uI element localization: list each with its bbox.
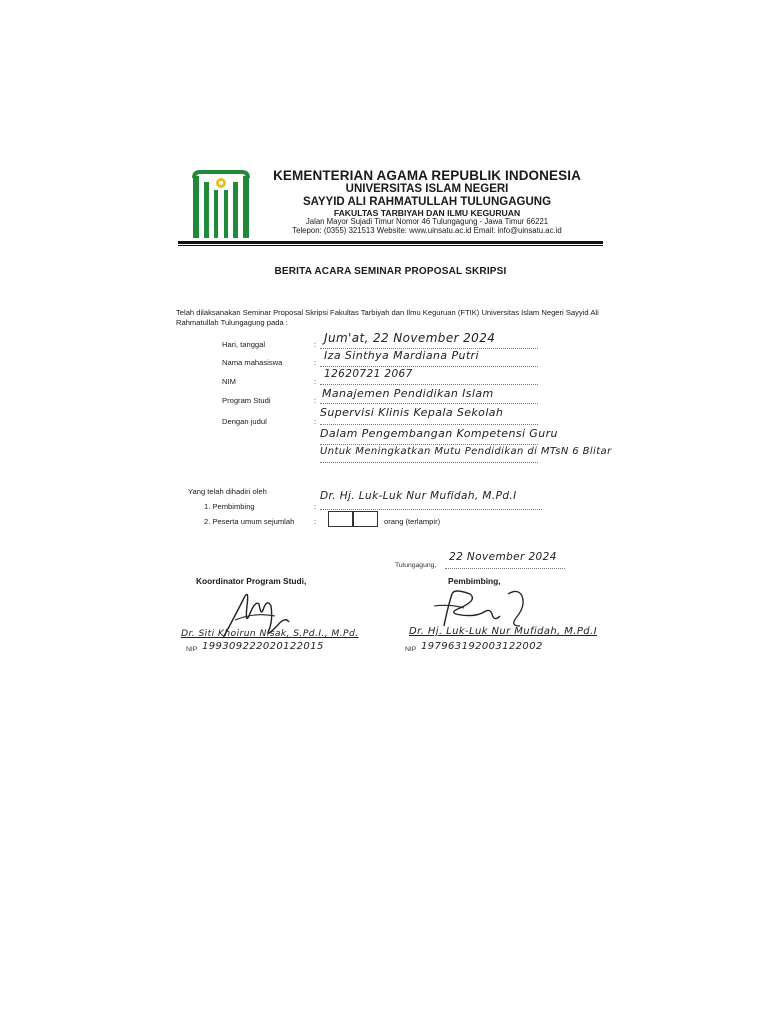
participant-count-box [328, 511, 353, 527]
participants-suffix: orang (terlampir) [384, 517, 441, 526]
dotted-line [320, 403, 538, 404]
dotted-line [320, 462, 538, 463]
field-label-name: Nama mahasiswa [222, 358, 283, 367]
title-line-3: Untuk Meningkatkan Mutu Pendidikan di MTsN 6 Blitar [320, 446, 612, 457]
place-label: Tulungagung, [395, 562, 437, 569]
dotted-line [320, 509, 542, 510]
advisor-title: Pembimbing, [448, 576, 501, 586]
intro-text: Telah dilaksanakan Seminar Proposal Skripsi Fakultas Tarbiyah dan Ilmu Keguruan (FTIK) Universitas Islam Negeri Sayyid Ali Rahmatullah Tulungagung pada : [176, 308, 599, 328]
coordinator-title: Koordinator Program Studi, [196, 576, 307, 586]
university-name-1: UNIVERSITAS ISLAM NEGERI [345, 183, 509, 196]
participants-label: 2. Peserta umum sejumlah [204, 517, 295, 526]
header-rule [178, 241, 603, 244]
coordinator-name: Dr. Siti Khoirun Nisak, S.Pd.I., M.Pd. [181, 628, 359, 639]
field-label-date: Hari, tanggal [222, 340, 266, 349]
university-logo-icon [190, 168, 252, 240]
attendance-header: Yang telah dihadiri oleh [188, 487, 267, 496]
dotted-line [320, 424, 538, 425]
colon: : [314, 340, 317, 349]
colon: : [314, 417, 317, 426]
university-name-2: SAYYID ALI RAHMATULLAH TULUNGAGUNG [302, 195, 552, 208]
dotted-line [445, 568, 565, 569]
document-title: BERITA ACARA SEMINAR PROPOSAL SKRIPSI [274, 266, 507, 277]
coordinator-nip-label: NIP [186, 646, 198, 653]
colon: : [314, 377, 317, 386]
advisor-name: Dr. Hj. Luk-Luk Nur Mufidah, M.Pd.I [409, 626, 597, 637]
title-line-2: Dalam Pengembangan Kompetensi Guru [320, 427, 558, 440]
ministry-name: KEMENTERIAN AGAMA REPUBLIK INDONESIA [273, 168, 581, 183]
colon: : [314, 502, 317, 511]
advisor-nip-label: NIP [405, 646, 417, 653]
field-label-title: Dengan judul [222, 417, 267, 426]
dotted-line [320, 366, 538, 367]
field-value-program: Manajemen Pendidikan Islam [322, 387, 494, 400]
field-label-program: Program Studi [222, 396, 271, 405]
field-label-nim: NIM [222, 377, 236, 386]
field-value-date: Jum'at, 22 November 2024 [324, 331, 496, 345]
address: Jalan Mayor Sujadi Timur Nomor 46 Tulungagung - Jawa Timur 66221 [305, 217, 549, 227]
field-value-title: Supervisi Klinis Kepala Sekolah [320, 406, 504, 419]
dotted-line [320, 444, 538, 445]
advisor-label: 1. Pembimbing [204, 502, 255, 511]
signing-date: 22 November 2024 [449, 551, 557, 563]
colon: : [314, 396, 317, 405]
faculty-name: FAKULTAS TARBIYAH DAN ILMU KEGURUAN [333, 207, 521, 218]
coordinator-nip: 199309222020122015 [202, 641, 324, 652]
letterhead [262, 168, 592, 236]
contact: Telepon: (0355) 321513 Website: www.uinsatu.ac.id Email: info@uinsatu.ac.id [292, 226, 562, 236]
dotted-line [320, 384, 538, 385]
participant-count-box [353, 511, 378, 527]
advisor-nip: 197963192003122002 [421, 641, 543, 652]
field-value-name: Iza Sinthya Mardiana Putri [324, 349, 479, 362]
header-rule-thin [178, 245, 603, 246]
colon: : [314, 358, 317, 367]
advisor-value: Dr. Hj. Luk-Luk Nur Mufidah, M.Pd.I [320, 490, 517, 502]
field-value-nim: 12620721 2067 [324, 368, 413, 380]
colon: : [314, 517, 317, 526]
